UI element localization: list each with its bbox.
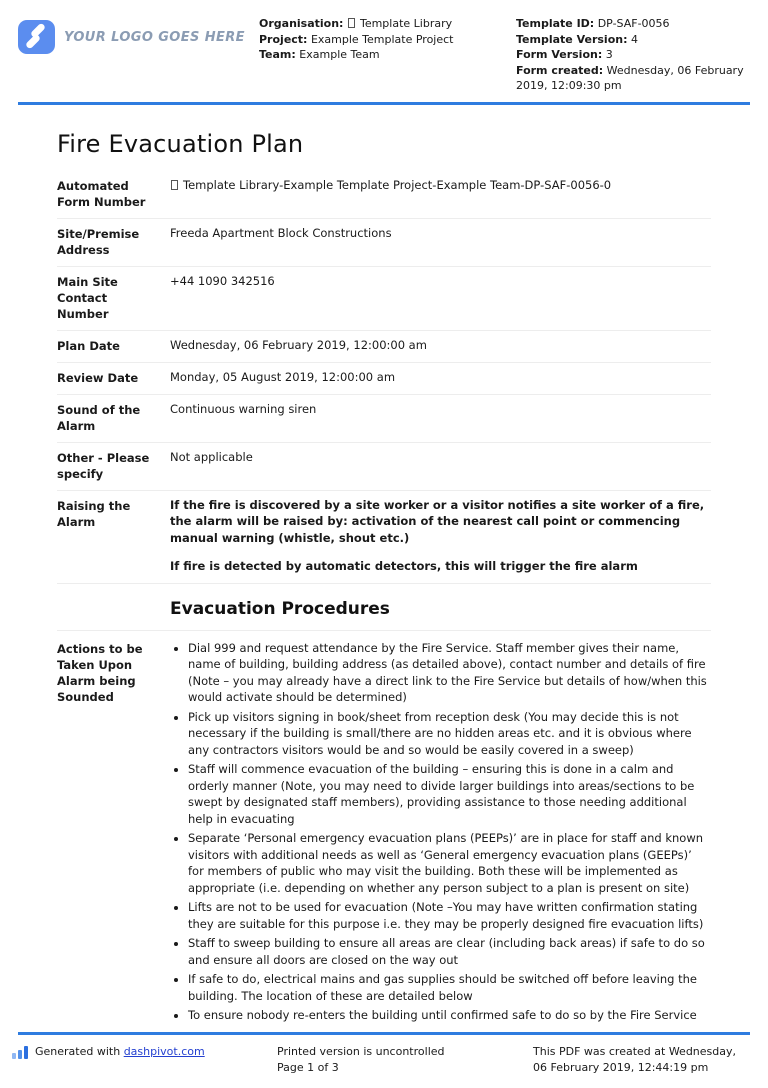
row-label: Actions to be Taken Upon Alarm being Sounded xyxy=(57,641,143,704)
footer-created xyxy=(533,1044,750,1076)
row-label: Raising the Alarm xyxy=(57,498,131,529)
actions-bullet-list xyxy=(170,640,711,1024)
meta-label: Team: xyxy=(259,48,296,61)
meta-line xyxy=(259,32,516,48)
row-value: Wednesday, 06 February 2019, 12:00:00 am xyxy=(170,337,427,352)
row-label: Plan Date xyxy=(57,338,120,353)
row-value: Monday, 05 August 2019, 12:00:00 am xyxy=(170,369,396,384)
meta-value: DP-SAF-0056 xyxy=(597,17,670,30)
action-bullet-item: • If safe to do, electrical mains and gas supplies should be switched off before leaving the building. The location of these are detailed below xyxy=(188,971,711,1004)
form-row xyxy=(57,363,711,395)
action-bullet-item: • Staff to sweep building to ensure all areas are clear (including back areas) if safe to do so and ensure all doors are closed on the way out xyxy=(188,935,711,968)
header-meta-left xyxy=(259,16,516,63)
form-row-actions xyxy=(57,631,711,1032)
logo-placeholder-text: YOUR LOGO GOES HERE xyxy=(64,29,245,45)
form-rows xyxy=(57,171,711,584)
meta-line xyxy=(259,16,516,32)
header-meta-right xyxy=(516,16,744,94)
missing-glyph-box xyxy=(348,18,355,28)
row-label: Other - Please specify xyxy=(57,450,150,481)
page-footer xyxy=(0,1035,768,1088)
form-row xyxy=(57,171,711,219)
row-value: Not applicable xyxy=(170,449,253,464)
row-value-paragraph: If fire is detected by automatic detectors, this will trigger the fire alarm xyxy=(170,559,638,573)
meta-label: Project: xyxy=(259,32,308,46)
pdf-created-text: This PDF was created at Wednesday, 06 February 2019, 12:44:19 pm xyxy=(533,1044,736,1074)
row-value: Continuous warning siren xyxy=(170,401,317,416)
footer-printed xyxy=(277,1044,533,1076)
row-value-paragraph: If the fire is discovered by a site worker or a visitor notifies a site worker of a fire, the alarm will be raised by: activation of the nearest call point or commencing manual warning (whistle, shout etc.) xyxy=(170,497,705,545)
printed-uncontrolled-text: Printed version is uncontrolled xyxy=(277,1044,445,1058)
meta-value: Wednesday, 06 February 2019, 12:09:30 pm xyxy=(516,63,744,92)
row-label: Sound of the Alarm xyxy=(57,402,141,433)
form-row xyxy=(57,267,711,331)
action-bullet-item: • Dial 999 and request attendance by the Fire Service. Staff member gives their name, name of building, building address (as detailed above), contact number and details of fire (Note – you may already have a direct link to the Fire Service but details of how/when this would activate should be determined) xyxy=(188,640,711,706)
meta-label: Form Version: xyxy=(516,48,603,61)
missing-glyph-box xyxy=(171,180,178,190)
row-label: Site/Premise Address xyxy=(57,226,140,257)
section-heading: Evacuation Procedures xyxy=(170,598,390,619)
meta-label: Template ID: xyxy=(516,17,595,30)
row-value: Freeda Apartment Block Constructions xyxy=(170,225,392,240)
meta-value: 4 xyxy=(630,32,638,46)
action-bullet-item: • Separate ‘Personal emergency evacuation plans (PEEPs)’ are in place for staff and known visitors with additional needs as well as ‘General emergency evacuation plans (GEEPs)’ for members of public who may visit the building. Both these will be implemented as appropriate (i.e. depending on whether any person subject to a plan is present on site) xyxy=(188,830,711,896)
action-bullet-item: • Lifts are not to be used for evacuation (Note –You may have written confirmation stating they are suitable for this purpose i.e. they may be properly designed fire evacuation lifts) xyxy=(188,899,711,932)
meta-label: Organisation: xyxy=(259,17,344,30)
row-label: Review Date xyxy=(57,370,139,385)
generated-with-text: Generated with dashpivot.com xyxy=(35,1044,205,1058)
form-row xyxy=(57,395,711,443)
meta-line xyxy=(516,16,744,32)
meta-label: Template Version: xyxy=(516,32,628,46)
meta-value: 3 xyxy=(605,48,613,61)
meta-line xyxy=(259,47,516,63)
form-row xyxy=(57,491,711,584)
meta-label: Form created: xyxy=(516,63,604,77)
footer-generated xyxy=(12,1044,277,1060)
form-row xyxy=(57,331,711,363)
document-body xyxy=(0,105,768,1032)
action-bullet-item: • To ensure nobody re-enters the building until confirmed safe to do so by the Fire Service xyxy=(188,1007,711,1024)
row-label: Automated Form Number xyxy=(57,178,146,209)
page-header xyxy=(0,0,768,102)
row-label: Main Site Contact Number xyxy=(57,274,118,321)
form-row xyxy=(57,219,711,267)
form-row xyxy=(57,443,711,491)
page-title: Fire Evacuation Plan xyxy=(57,129,304,158)
row-value xyxy=(170,640,711,1024)
row-value: Template Library-Example Template Project-Example Team-DP-SAF-0056-0 xyxy=(170,177,711,210)
meta-value: Example Team xyxy=(299,48,380,61)
action-bullet-item: • Pick up visitors signing in book/sheet from reception desk (You may decide this is not necessary if the building is small/there are no hidden areas etc. and it is obvious where any contractors visitors would be and so would be easily covered in a sweep) xyxy=(188,709,711,759)
row-value: +44 1090 342516 xyxy=(170,273,275,288)
meta-line xyxy=(516,47,744,63)
meta-value: Template Library xyxy=(359,17,453,30)
page-number-text: Page 1 of 3 xyxy=(277,1060,339,1074)
company-logo xyxy=(18,20,259,54)
dashpivot-link[interactable]: dashpivot.com xyxy=(123,1044,205,1058)
dashpivot-bars-icon xyxy=(12,1046,28,1059)
section-heading-row xyxy=(57,584,711,631)
action-bullet-item: • Staff will commence evacuation of the building – ensuring this is done in a calm and orderly manner (Note, you may need to divide larger buildings into areas/sections to be swept by designated staff members), providing assistance to those needing additional help in evacuating xyxy=(188,761,711,827)
row-value xyxy=(170,497,711,575)
meta-line xyxy=(516,32,744,48)
logo-icon xyxy=(18,20,55,54)
logo-pill-bottom xyxy=(25,33,41,49)
meta-value: Example Template Project xyxy=(310,32,454,46)
meta-line xyxy=(516,63,744,94)
